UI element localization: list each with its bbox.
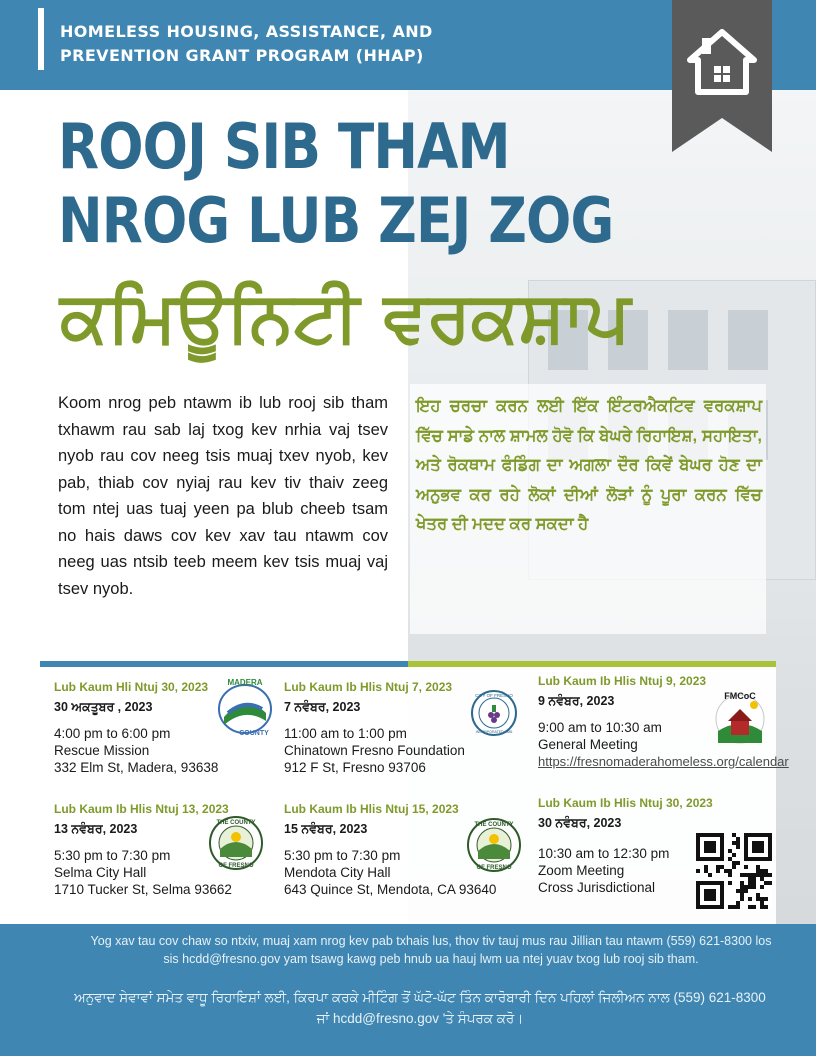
event-venue: Zoom Meeting [538,863,625,878]
intro-hmong: Koom nrog peb ntawm ib lub rooj sib tham txhawm rau sab laj txog kev nrhia vaj tsev nyob rau cov neeg tsis muaj txev nyob, kev pab, thiab cov nyiaj rau kev tiv thaiv zeeg tom ntej uas tuaj yeen pa blub cheeb tsam no hais daws cov kev xav tau ntawm cov neeg uas ntsib teeb meem kev tsis muaj vaj tsev nyob. [58,394,388,598]
home-icon [672,0,772,152]
event-venue: Chinatown Fresno Foundation [284,743,465,758]
madera-logo-text-top: MADERA [227,678,263,687]
county-seal-text-top: THE COUNTY [474,822,514,828]
event-date-punjabi: 15 ਨਵੰਬਰ, 2023 [284,822,368,836]
event-date-punjabi: 30 ਨਵੰਬਰ, 2023 [538,816,622,830]
event-time: 5:30 pm to 7:30 pm [54,848,171,863]
fresno-seal-text-top: CITY OF FRESNO [475,693,513,698]
building-window [728,310,768,370]
fmcoc-logo [710,687,770,745]
footer-punjabi-note: ਅਨੁਵਾਦ ਸੇਵਾਵਾਂ ਸਮੇਤ ਵਾਧੂ ਰਿਹਾਇਸ਼ਾਂ ਲਈ, ਕਿਰਪਾ ਕਰਕੇ ਮੀਟਿੰਗ ਤੋਂ ਘੱਟੋ-ਘੱਟ ਤਿੰਨ ਕਾਰੋਬਾਰੀ ਦਿਨ ਪਹਿਲਾਂ ਜਿਲੀਅਨ ਨਾਲ (559) 621-8300 ਜਾਂ hcdd@fresno.gov 'ਤੇ ਸੰਪਰਕ ਕਰੋ। [74,990,766,1026]
program-title-line1: HOMELESS HOUSING, ASSISTANCE, AND [60,22,433,41]
event-time: 4:00 pm to 6:00 pm [54,726,171,741]
event-address: 643 Quince St, Mendota, CA 93640 [284,882,497,897]
event-date-hmong: Lub Kaum Ib Hlis Ntuj 15, 2023 [284,802,459,816]
calendar-link[interactable]: https://fresnomaderahomeless.org/calendar [538,754,789,769]
county-seal-text-bottom: OF FRESNO [476,865,512,871]
footer-band [0,924,816,1056]
intro-punjabi: ਇਹ ਚਰਚਾ ਕਰਨ ਲਈ ਇੱਕ ਇੰਟਰਐਕਟਿਵ ਵਰਕਸ਼ਾਪ ਵਿੱਚ ਸਾਡੇ ਨਾਲ ਸ਼ਾਮਲ ਹੋਵੋ ਕਿ ਬੇਘਰੇ ਰਿਹਾਇਸ਼, ਸਹਾਇਤਾ, ਅਤੇ ਰੋਕਥਾਮ ਫੰਡਿੰਗ ਦਾ ਅਗਲਾ ਦੌਰ ਕਿਵੇਂ ਬੇਘਰ ਹੋਣ ਦਾ ਅਨੁਭਵ ਕਰ ਰਹੇ ਲੋਕਾਂ ਦੀਆਂ ਲੋੜਾਂ ਨੂੰ ਪੂਰਾ ਕਰਨ ਵਿੱਚ ਖੇਤਰ ਦੀ ਮਦਦ ਕਰ ਸਕਦਾ ਹੈ [410,384,766,634]
event-venue: General Meeting [538,737,638,752]
event-date-hmong: Lub Kaum Ib Hlis Ntuj 7, 2023 [284,680,453,694]
event-time: 9:00 am to 10:30 am [538,720,662,735]
event-time: 5:30 pm to 7:30 pm [284,848,401,863]
header-accent-bar [38,8,44,70]
event-date-punjabi: 7 ਨਵੰਬਰ, 2023 [284,700,361,714]
event-time: 11:00 am to 1:00 pm [284,726,407,741]
event-date-hmong: Lub Kaum Ib Hlis Ntuj 9, 2023 [538,674,707,688]
events-panel [40,667,789,924]
program-title [60,20,480,68]
madera-logo-text-bottom: COUNTY [239,730,269,737]
event-venue: Rescue Mission [54,743,150,758]
county-seal-text-top: THE COUNTY [216,820,256,826]
event-date-punjabi: 30 ਅਕਤੂਬਰ , 2023 [54,700,153,714]
fmcoc-logo-text: FMCoC [724,691,756,701]
fresno-seal-text-bottom: INCORPORATED 1885 [475,730,513,734]
county-seal-text-bottom: OF FRESNO [218,863,254,869]
event-venue: Mendota City Hall [284,865,391,880]
title-punjabi: ਕਮਿਊਨਿਟੀ ਵਰਕਸ਼ਾਪ [60,276,631,358]
event-address: 1710 Tucker St, Selma 93662 [54,882,232,897]
event-date-hmong: Lub Kaum Ib Hlis Ntuj 30, 2023 [538,796,713,810]
event-selma [54,801,304,898]
event-date-punjabi: 9 ਨਵੰਬਰ, 2023 [538,694,615,708]
event-time: 10:30 am to 12:30 pm [538,846,670,861]
program-title-line2: PREVENTION GRANT PROGRAM (HHAP) [60,46,424,65]
title-hmong-line1: ROOJ SIB THAM [58,110,510,183]
title-hmong-line2: NROG LUB ZEJ ZOG [58,184,614,257]
madera-county-logo [214,673,276,739]
event-date-hmong: Lub Kaum Hli Ntuj 30, 2023 [54,680,209,694]
building-window [668,310,708,370]
city-of-fresno-seal [470,689,518,737]
county-of-fresno-seal [208,815,264,871]
event-date-hmong: Lub Kaum Ib Hlis Ntuj 13, 2023 [54,802,229,816]
qr-code[interactable] [696,833,772,909]
event-address: 332 Elm St, Madera, 93638 [54,760,219,775]
county-of-fresno-seal [466,817,522,873]
event-venue: Selma City Hall [54,865,147,880]
event-date-punjabi: 13 ਨਵੰਬਰ, 2023 [54,822,138,836]
event-address: Cross Jurisdictional [538,880,656,895]
event-address: 912 F St, Fresno 93706 [284,760,426,775]
footer-hmong-note: Yog xav tau cov chaw so ntxiv, muaj xam nrog kev pab txhais lus, thov tiv tauj mus rau Jillian tau ntawm (559) 621-8300 los sis hcdd@fresno.gov yam tsawg kawg peb hnub ua hauj lwm ua ntej yuav txog lub rooj sib tham. [90,934,772,966]
